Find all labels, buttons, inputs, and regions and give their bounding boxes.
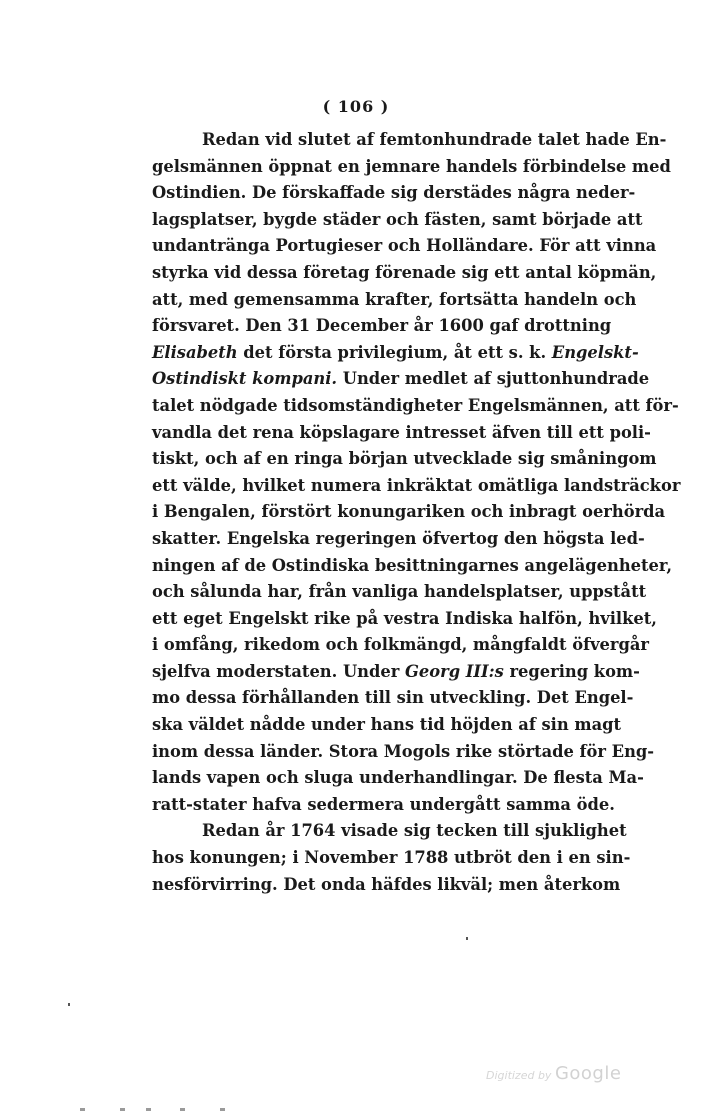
line-text: sjelfva moderstaten. Under xyxy=(152,661,406,681)
text-line: inom dessa länder. Stora Mogols rike störtade för Eng- xyxy=(152,741,655,761)
text-line: styrka vid dessa företag förenade sig ett antal köpmän, xyxy=(152,262,657,282)
scan-speck xyxy=(68,1003,70,1006)
edge-mark xyxy=(120,1108,125,1111)
text-line: ett eget Engelskt rike på vestra Indiska halfön, hvilket, xyxy=(152,608,657,628)
text-line xyxy=(152,366,650,393)
text-line: Redan år 1764 visade sig tecken till sjuklighet xyxy=(202,821,627,841)
text-line: vandla det rena köpslagare intresset äfven till ett poli- xyxy=(152,422,651,442)
text-line: talet nödgade tidsomständigheter Engelsmännen, att för- xyxy=(152,395,679,415)
text-line: Redan vid slutet af femtonhundrade talet hade En- xyxy=(202,130,667,149)
edge-mark xyxy=(146,1108,151,1111)
text-line: nesförvirring. Det onda häfdes likväl; men återkom xyxy=(152,874,621,894)
line-text: Under medlet af sjuttonhundrade xyxy=(337,369,650,389)
text-line: hos konungen; i November 1788 utbröt den i en sin- xyxy=(152,848,631,868)
text-line: i omfång, rikedom och folkmängd, mångfaldt öfvergår xyxy=(152,635,649,655)
line-text: regering kom- xyxy=(503,661,640,681)
text-line: Ostindien. De förskaffade sig derstädes några neder- xyxy=(152,183,636,203)
edge-mark xyxy=(80,1108,85,1111)
scan-speck xyxy=(466,937,468,940)
text-line: ska väldet nådde under hans tid höjden af sin magt xyxy=(152,715,622,735)
text-line: i Bengalen, förstört konungariken och inbragt oerhörda xyxy=(152,502,666,522)
text-line: lagsplatser, bygde städer och fästen, samt började att xyxy=(152,209,643,229)
bottom-edge-marks xyxy=(80,1108,280,1112)
emphasis-name: Georg III:s xyxy=(405,661,504,681)
edge-mark xyxy=(180,1108,185,1111)
google-watermark xyxy=(486,1063,621,1084)
text-line xyxy=(152,340,639,367)
page-number: ( 106 ) xyxy=(322,97,390,116)
watermark-prefix: Digitized by xyxy=(486,1069,552,1082)
emphasis-name: Engelskt- xyxy=(551,342,639,362)
text-line: tiskt, och af en ringa början utvecklade sig småningom xyxy=(152,449,657,469)
text-line: skatter. Engelska regeringen öfvertog den högsta led- xyxy=(152,528,645,548)
text-line: att, med gemensamma krafter, fortsätta handeln och xyxy=(152,289,637,309)
text-line: gelsmännen öppnat en jemnare handels förbindelse med xyxy=(152,156,671,176)
text-line: ningen af de Ostindiska besittningarnes angelägenheter, xyxy=(152,555,672,575)
text-line xyxy=(152,659,640,686)
text-line: och sålunda har, från vanliga handelsplatser, uppstått xyxy=(152,582,647,602)
text-line: försvaret. Den 31 December år 1600 gaf drottning xyxy=(152,316,612,336)
edge-mark xyxy=(220,1108,225,1111)
watermark-brand: Google xyxy=(554,1063,622,1084)
body-text xyxy=(152,127,681,898)
text-line: undantränga Portugieser och Holländare. För att vinna xyxy=(152,236,657,256)
line-text: det första privilegium, åt ett s. k. xyxy=(237,342,552,362)
text-line: mo dessa förhållanden till sin utveckling. Det Engel- xyxy=(152,688,634,708)
emphasis-name: Ostindiskt kompani. xyxy=(152,369,338,389)
text-line: lands vapen och sluga underhandlingar. De flesta Ma- xyxy=(152,768,644,788)
emphasis-name: Elisabeth xyxy=(152,342,238,362)
text-line: ett välde, hvilket numera inkräktat omätliga landsträckor xyxy=(152,475,681,495)
text-line: ratt-stater hafva sedermera undergått samma öde. xyxy=(152,794,615,814)
